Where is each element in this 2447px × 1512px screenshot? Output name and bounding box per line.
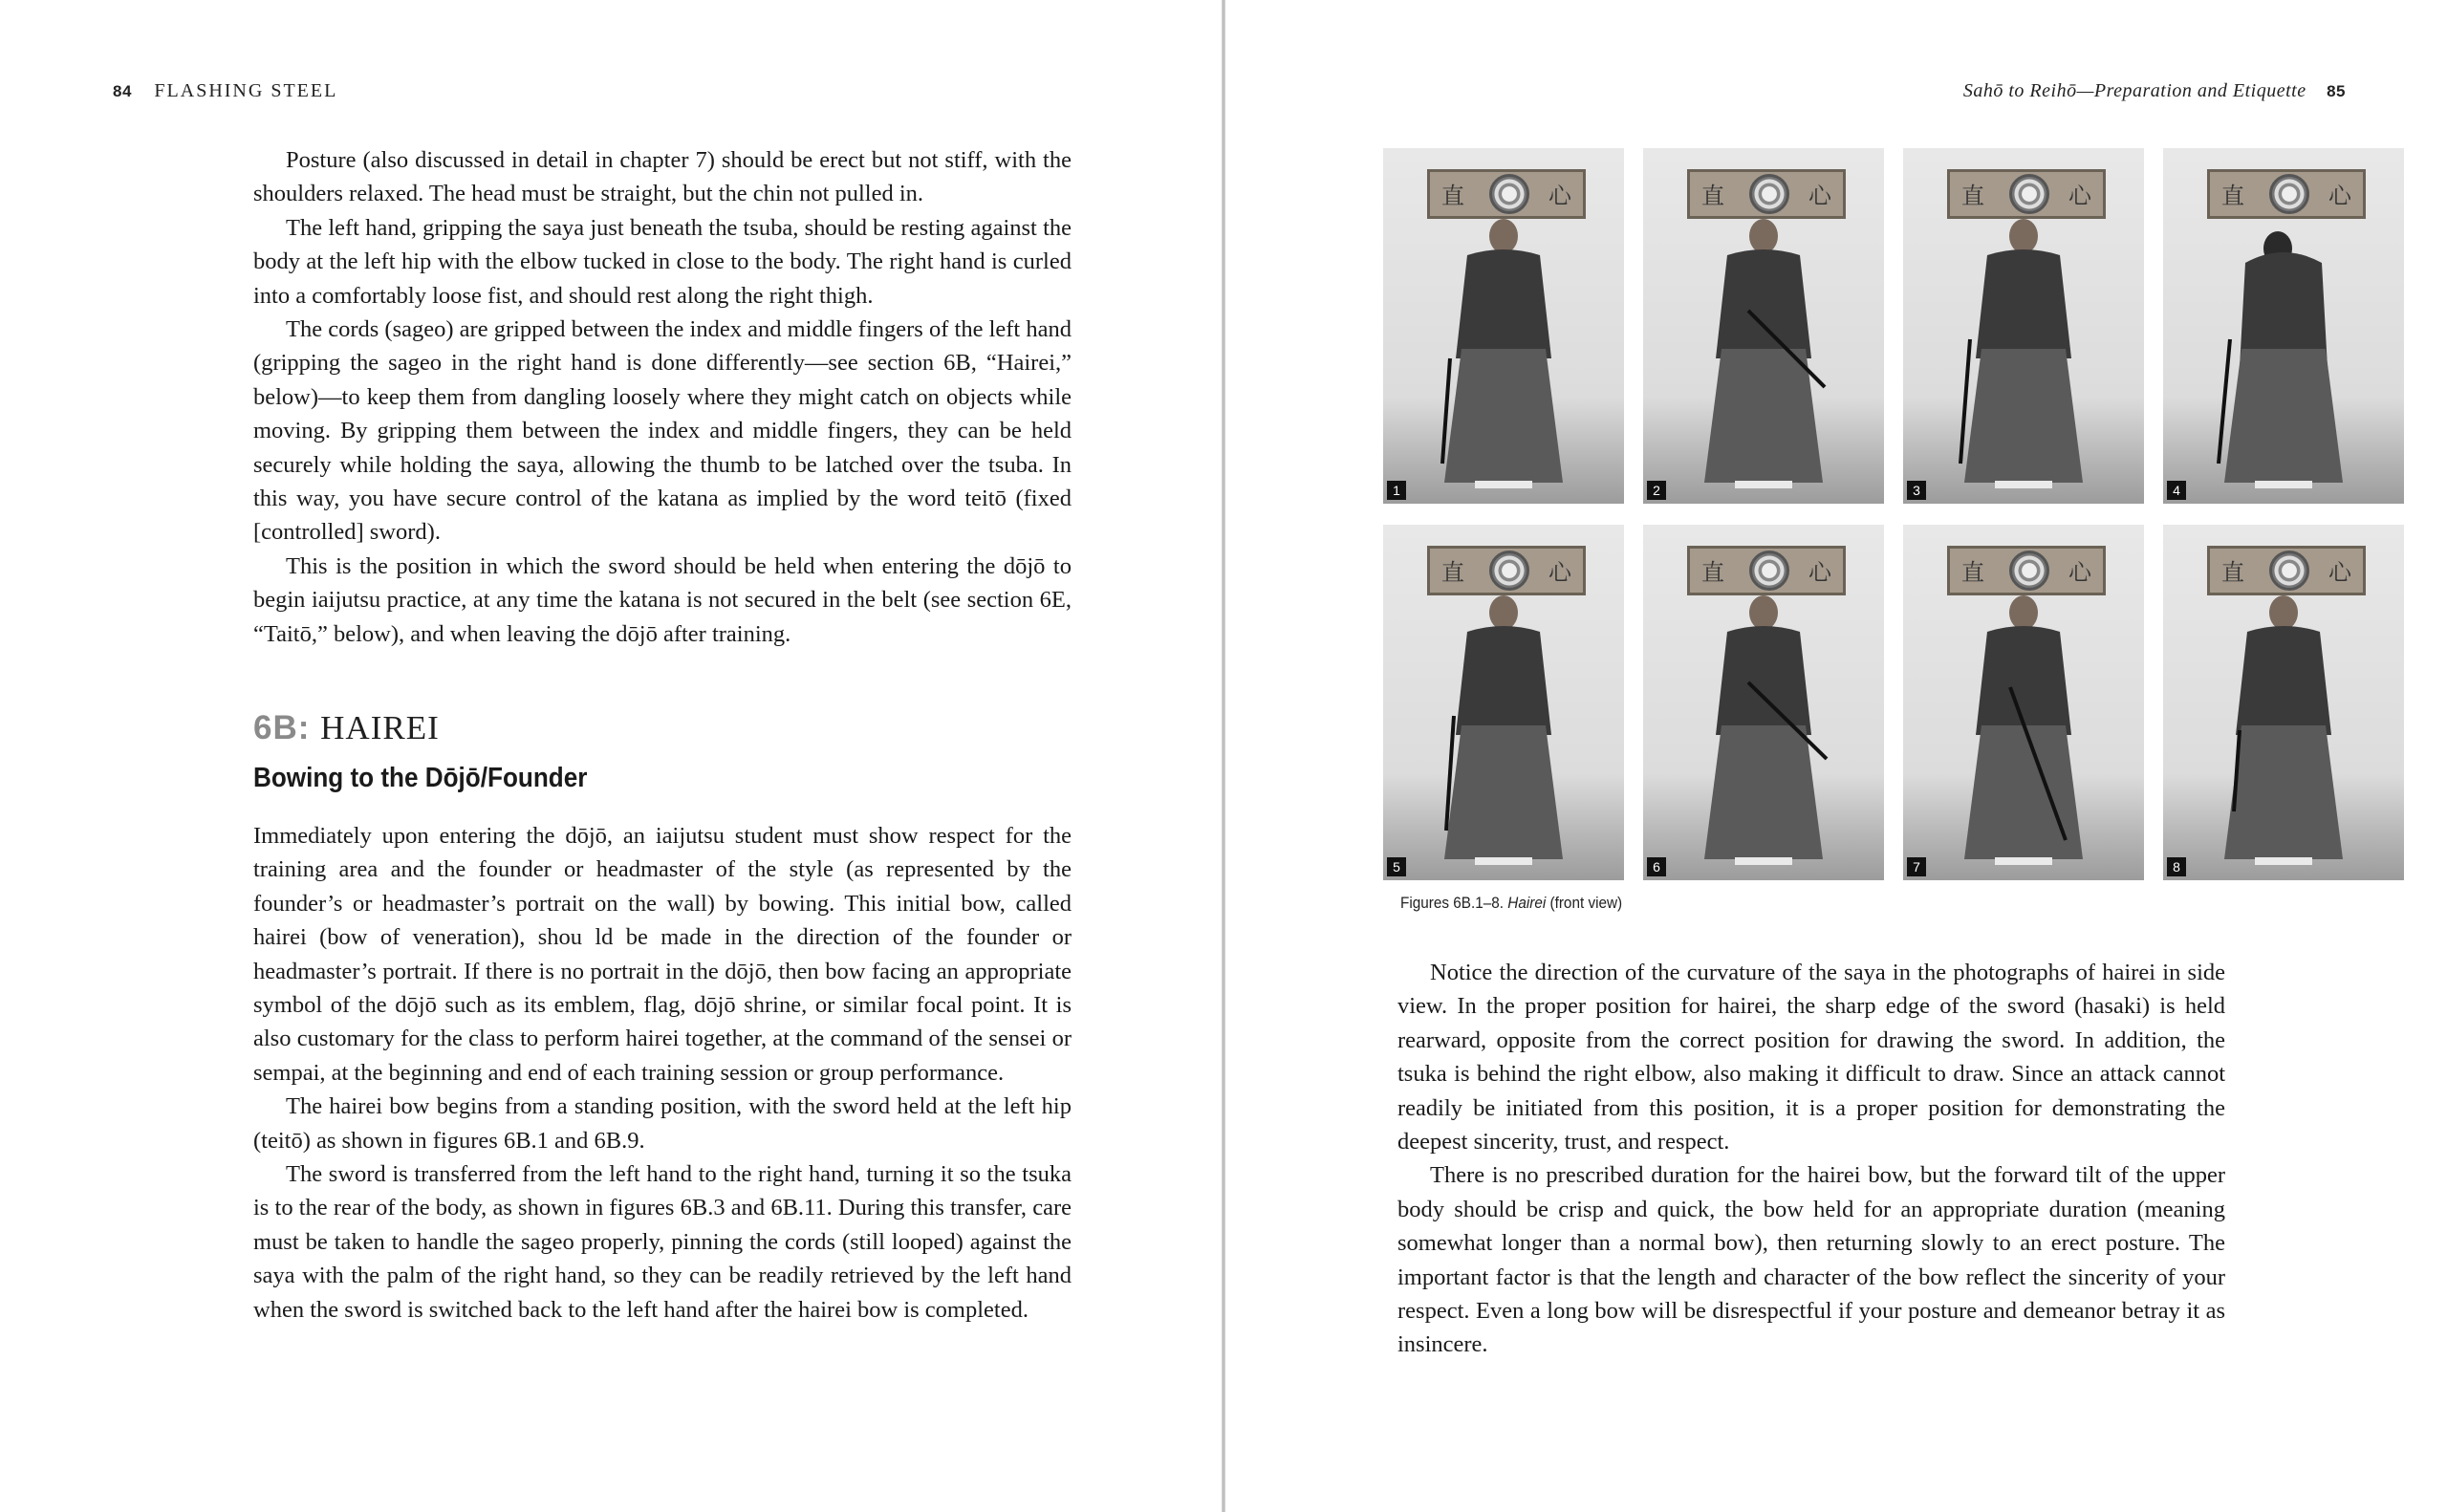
hairei-photo-2 xyxy=(1643,148,1884,504)
figure-caption-italic: Hairei xyxy=(1507,894,1547,912)
photo-number-label: 5 xyxy=(1387,857,1406,876)
figure-caption-prefix: Figures 6B.1–8. xyxy=(1400,894,1508,912)
plaque-kanji: 心 xyxy=(1548,183,1571,209)
plaque-kanji: 心 xyxy=(2068,183,2091,209)
practitioner-figure xyxy=(1903,148,2144,504)
plaque-kanji: 直 xyxy=(1961,559,1984,586)
paragraph: Notice the direction of the curvature of the saya in the photographs of hairei in side view. In the proper position for hairei, the sharp edge of the sword (hasaki) is held rearward, opposite from the correct position for drawing the sword. In addition, the tsuka is behind the right elbow, also making it difficult to draw. Since an attack cannot readily be initiated from this position, it is a proper position for demonstrating the deepest sincerity, trust, and respect. xyxy=(1397,960,2225,1156)
photo-number-label: 7 xyxy=(1907,857,1926,876)
hairei-photo-3 xyxy=(1903,148,2144,504)
paragraph: Immediately upon entering the dōjō, an iaijutsu student must show respect for the training area and the founder or headmaster of the style (as represented by the founder’s or headmaster’s portrait on the wall) by bowing. This initial bow, called hairei (bow of veneration), shou ld be made in the direction of the founder or headmaster’s portrait. If there is no portrait in the dōjō, then bow facing an appropriate symbol of the dōjō such as its emblem, flag, dōjō shrine, or similar focal point. It is also customary for the class to perform hairei together, at the command of the sensei or sempai, at the beginning and end of each training session or group performance. xyxy=(253,823,1072,1086)
hairei-photo-7 xyxy=(1903,525,2144,880)
hairei-photo-1 xyxy=(1383,148,1624,504)
right-page-number: 85 xyxy=(2327,82,2346,100)
left-running-title: FLASHING STEEL xyxy=(154,80,338,101)
practitioner-figure xyxy=(2163,525,2404,880)
photo-number-label: 1 xyxy=(1387,481,1406,500)
plaque-kanji: 直 xyxy=(1441,559,1464,586)
practitioner-figure xyxy=(1903,525,2144,880)
photo-number-label: 3 xyxy=(1907,481,1926,500)
subheading: Bowing to the Dōjō/Founder xyxy=(253,763,588,793)
plaque-kanji: 直 xyxy=(1441,183,1464,209)
practitioner-figure xyxy=(1383,148,1624,504)
practitioner-figure xyxy=(1383,525,1624,880)
right-running-title: Sahō to Reihō—Preparation and Etiquette xyxy=(1962,80,2306,101)
right-page xyxy=(1225,0,2447,1512)
practitioner-figure xyxy=(1643,525,1884,880)
hairei-photo-6 xyxy=(1643,525,1884,880)
photo-number-label: 6 xyxy=(1647,857,1666,876)
section-title: HAIREI xyxy=(320,709,440,746)
left-running-head xyxy=(113,80,337,102)
right-text xyxy=(1397,956,2225,1362)
plaque-kanji: 直 xyxy=(1961,183,1984,209)
right-running-head xyxy=(1963,80,2346,102)
photo-number-label: 8 xyxy=(2167,857,2186,876)
paragraph: Posture (also discussed in detail in chapter 7) should be erect but not stiff, with the shoulders relaxed. The head must be straight, but the chin not pulled in. xyxy=(253,147,1072,207)
paragraph: The sword is transferred from the left hand to the right hand, turning it so the tsuka is to the rear of the body, as shown in figures 6B.3 and 6B.11. During this transfer, care must be taken to handle the sageo properly, pinning the cords (still looped) against the saya with the palm of the right hand, so they can be readily retrieved by the left hand when the sword is switched back to the left hand after the hairei bow is completed. xyxy=(253,1161,1072,1323)
plaque-kanji: 心 xyxy=(2328,559,2351,586)
section-heading xyxy=(253,709,440,747)
paragraph: There is no prescribed duration for the hairei bow, but the forward tilt of the upper body should be crisp and quick, the bow held for an appropriate duration (meaning somewhat longer than a normal bow), then returning slowly to an erect posture. The important factor is that the length and character of the bow reflect the sincerity of your respect. Even a long bow will be disrespectful if your posture and demeanor betray it as insincere. xyxy=(1397,1162,2225,1358)
plaque-kanji: 直 xyxy=(2221,183,2244,209)
plaque-kanji: 心 xyxy=(2328,183,2351,209)
left-page-number: 84 xyxy=(113,82,132,100)
plaque-kanji: 直 xyxy=(1701,183,1724,209)
plaque-kanji: 心 xyxy=(1808,559,1831,586)
practitioner-figure xyxy=(2163,148,2404,504)
hairei-photo-5 xyxy=(1383,525,1624,880)
figure-caption-suffix: (front view) xyxy=(1546,894,1623,912)
plaque-kanji: 心 xyxy=(1808,183,1831,209)
plaque-kanji: 直 xyxy=(2221,559,2244,586)
paragraph: The cords (sageo) are gripped between the index and middle fingers of the left hand (gripping the sageo in the right hand is done differently—see section 6B, “Hairei,” below)—to keep them from dangling loosely where they might catch on objects while moving. By gripping them between the index and middle fingers, they can be held securely while holding the saya, allowing the thumb to be latched over the tsuba. In this way, you have secure control of the katana as implied by the word teitō (fixed [controlled] sword). xyxy=(253,316,1072,546)
left-page xyxy=(0,0,1222,1512)
intro-text xyxy=(253,143,1072,651)
photo-number-label: 4 xyxy=(2167,481,2186,500)
plaque-kanji: 直 xyxy=(1701,559,1724,586)
photo-grid xyxy=(1383,148,2419,880)
figure-caption xyxy=(1400,894,1622,913)
section-number: 6B: xyxy=(253,709,311,746)
practitioner-figure xyxy=(1643,148,1884,504)
photo-number-label: 2 xyxy=(1647,481,1666,500)
hairei-photo-8 xyxy=(2163,525,2404,880)
paragraph: This is the position in which the sword should be held when entering the dōjō to begin iaijutsu practice, at any time the katana is not secured in the belt (see section 6E, “Taitō,” below), and when leaving the dōjō after training. xyxy=(253,552,1072,647)
plaque-kanji: 心 xyxy=(2068,559,2091,586)
section-text xyxy=(253,819,1072,1327)
paragraph: The left hand, gripping the saya just beneath the tsuba, should be resting against the body at the left hip with the elbow tucked in close to the body. The right hand is curled into a comfortably loose fist, and should rest along the right thigh. xyxy=(253,214,1072,309)
paragraph: The hairei bow begins from a standing position, with the sword held at the left hip (teitō) as shown in figures 6B.1 and 6B.9. xyxy=(253,1093,1072,1154)
plaque-kanji: 心 xyxy=(1548,559,1571,586)
hairei-photo-4 xyxy=(2163,148,2404,504)
